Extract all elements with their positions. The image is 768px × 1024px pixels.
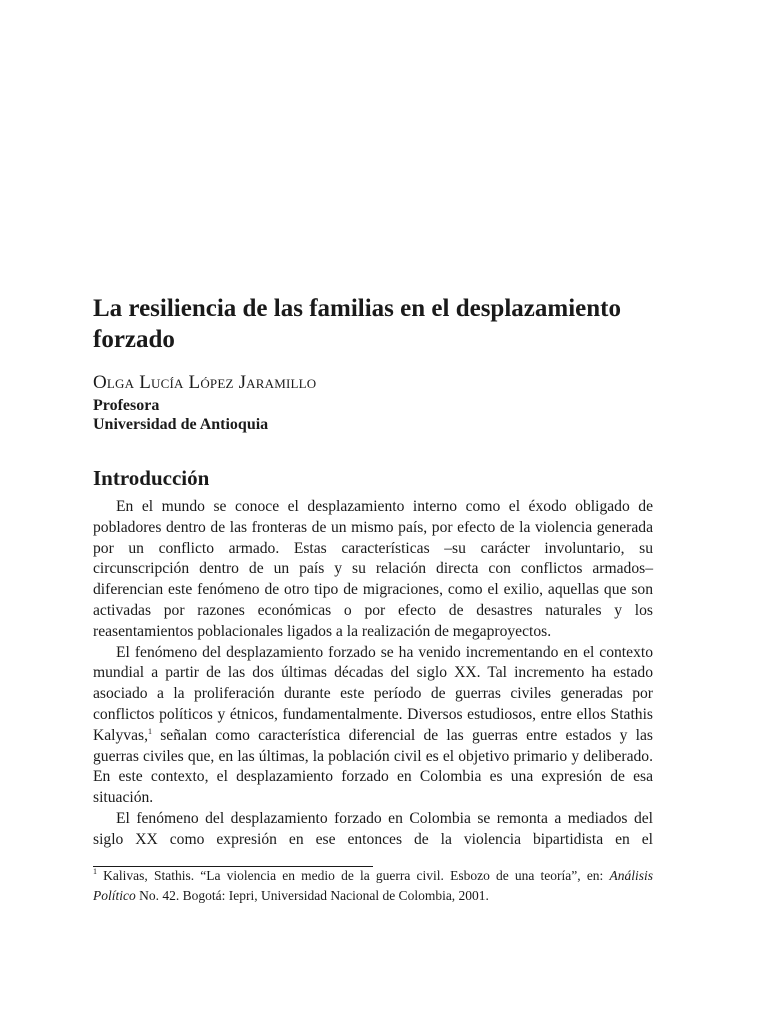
- footnote-ref[interactable]: 1: [148, 726, 152, 736]
- footnote-text-start: Kalivas, Stathis. “La violencia en medio de la guerra civil. Esbozo de una teoría”, en:: [97, 868, 610, 883]
- body-text: [93, 497, 653, 851]
- section-heading: Introducción: [93, 466, 210, 490]
- footnote: [93, 866, 653, 906]
- author-role: Profesora: [93, 397, 160, 414]
- footnote-number: 1: [93, 867, 97, 876]
- paragraph-2: [93, 643, 653, 809]
- footnote-journal: Análisis Político: [93, 868, 653, 903]
- author-affiliation: Universidad de Antioquia: [93, 416, 269, 433]
- article-title: La resiliencia de las familias en el desplazamiento forzado: [93, 295, 621, 353]
- paragraph-1: En el mundo se conoce el desplazamiento interno como el éxodo obligado de pobladores dentro de las fronteras de un mismo país, por efecto de la violencia generada por un conflicto armado. Estas características –su carácter involuntario, su circunscripción dentro de un país y su relación directa con conflictos armados– diferencian este fenómeno de otro tipo de migraciones, como el exilio, aquellas que son activadas por razones económicas o por efecto de desastres naturales y los reasentamientos poblacionales ligados a la realización de megaproyectos.: [93, 498, 653, 640]
- footnote-text-end: No. 42. Bogotá: Iepri, Universidad Nacional de Colombia, 2001.: [135, 888, 489, 903]
- paragraph-2-end: señalan como característica diferencial de las guerras entre estados y las guerras civiles que, en las últimas, la población civil es el objetivo primario y deliberado. En este contexto, el desplazamiento forzado en Colombia es una expresión de esa situación.: [93, 726, 653, 807]
- author-name: Olga Lucía López Jaramillo: [93, 372, 317, 393]
- paragraph-3: El fenómeno del desplazamiento forzado en Colombia se remonta a mediados del siglo XX como expresión en ese entonces de la violencia bipartidista en el: [93, 809, 653, 848]
- paragraph-2-start: El fenómeno del desplazamiento forzado se ha venido incrementando en el contexto mundial a partir de las dos últimas décadas del siglo XX. Tal incremento ha estado asociado a la proliferación durante este período de guerras civiles generadas por conflictos políticos y étnicos, fundamentalmente. Diversos estudiosos, entre ellos Stathis Kalyvas,: [93, 643, 653, 744]
